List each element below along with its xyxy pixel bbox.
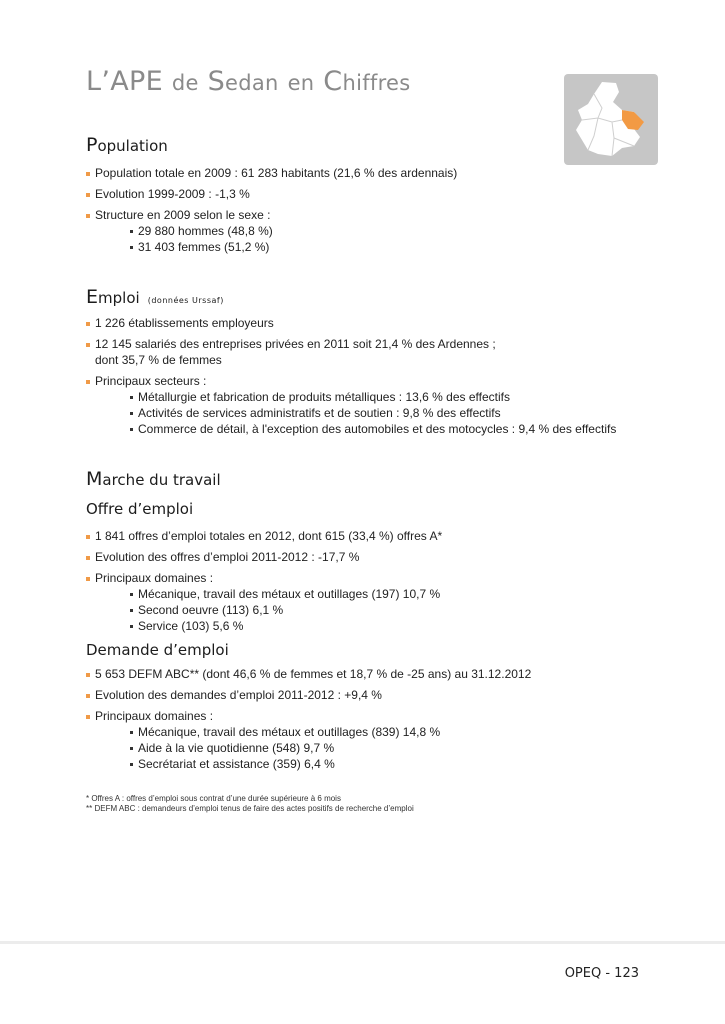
heading-cap: M xyxy=(86,468,103,490)
sub-list-item: Secrétariat et assistance (359) 6,4 % xyxy=(130,756,531,772)
sub-list-item: Activités de services administratifs et de soutien : 9,8 % des effectifs xyxy=(130,405,616,421)
title-part: en xyxy=(287,71,315,95)
title-part: L’APE xyxy=(86,66,163,97)
sub-list xyxy=(95,389,616,437)
sub-list-item: Commerce de détail, à l'exception des automobiles et des motocycles : 9,4 % des effectifs xyxy=(130,421,616,437)
list-item-text: 12 145 salariés des entreprises privées en 2011 soit 21,4 % des Ardennes ; xyxy=(95,337,496,351)
region-map xyxy=(564,74,658,165)
list-item-text: Structure en 2009 selon le sexe : xyxy=(95,208,271,222)
list-item-text: Principaux domaines : xyxy=(95,571,214,585)
list-item: Evolution 1999-2009 : -1,3 % xyxy=(86,186,457,202)
footnote: ** DEFM ABC : demandeurs d’emploi tenus de faire des actes positifs de recherche d’emploi xyxy=(86,804,414,813)
list-item: Evolution des demandes d’emploi 2011-2012 : +9,4 % xyxy=(86,687,531,703)
list-item xyxy=(86,207,457,255)
section-heading-population xyxy=(86,134,168,156)
list-item: 1 841 offres d’emploi totales en 2012, dont 615 (33,4 %) offres A* xyxy=(86,528,442,544)
list-item-text: Principaux secteurs : xyxy=(95,374,207,388)
list-item: 5 653 DEFM ABC** (dont 46,6 % de femmes et 18,7 % de -25 ans) au 31.12.2012 xyxy=(86,666,531,682)
offre-list xyxy=(86,528,442,639)
list-item xyxy=(86,570,442,634)
list-item-text: dont 35,7 % de femmes xyxy=(95,353,222,367)
title-part: de xyxy=(171,71,199,95)
sub-list-item: Second oeuvre (113) 6,1 % xyxy=(130,602,442,618)
list-item xyxy=(86,708,531,772)
title-part: hiffres xyxy=(342,71,411,95)
list-item: 1 226 établissements employeurs xyxy=(86,315,616,331)
section-heading-marche xyxy=(86,468,221,490)
sub-list-item: 29 880 hommes (48,8 %) xyxy=(130,223,457,239)
heading-cap: P xyxy=(86,134,98,156)
title-part: C xyxy=(323,66,343,97)
title-part: S xyxy=(207,66,226,97)
section-heading-emploi xyxy=(86,286,224,308)
sub-list xyxy=(95,724,531,772)
emploi-list xyxy=(86,315,616,442)
heading-rest: opulation xyxy=(97,137,168,155)
footnote: * Offres A : offres d’emploi sous contrat d’une durée supérieure à 6 mois xyxy=(86,794,341,803)
heading-cap: E xyxy=(86,286,99,308)
sub-list-item: Service (103) 5,6 % xyxy=(130,618,442,634)
heading-note: (données Urssaf) xyxy=(147,296,224,305)
title-part: edan xyxy=(225,71,279,95)
sub-list-item: Aide à la vie quotidienne (548) 9,7 % xyxy=(130,740,531,756)
map-icon xyxy=(564,74,658,165)
list-item: Evolution des offres d’emploi 2011-2012 : -17,7 % xyxy=(86,549,442,565)
sub-list xyxy=(95,223,457,255)
sub-list-item: Mécanique, travail des métaux et outillages (839) 14,8 % xyxy=(130,724,531,740)
list-item xyxy=(86,336,616,368)
sub-list xyxy=(95,586,442,634)
subheading-demande: Demande d’emploi xyxy=(86,641,229,659)
heading-rest: mploi xyxy=(98,289,140,307)
page-title xyxy=(86,66,411,97)
population-list xyxy=(86,165,457,260)
list-item-text: Principaux domaines : xyxy=(95,709,214,723)
sub-list-item: Mécanique, travail des métaux et outillages (197) 10,7 % xyxy=(130,586,442,602)
sub-list-item: Métallurgie et fabrication de produits métalliques : 13,6 % des effectifs xyxy=(130,389,616,405)
subheading-offre: Offre d’emploi xyxy=(86,500,194,518)
demande-list xyxy=(86,666,531,777)
page-number: OPEQ - 123 xyxy=(564,966,639,981)
list-item: Population totale en 2009 : 61 283 habitants (21,6 % des ardennais) xyxy=(86,165,457,181)
sub-list-item: 31 403 femmes (51,2 %) xyxy=(130,239,457,255)
list-item xyxy=(86,373,616,437)
footer-divider xyxy=(0,941,725,944)
heading-rest: arche du travail xyxy=(102,471,221,489)
footnotes xyxy=(86,794,414,814)
